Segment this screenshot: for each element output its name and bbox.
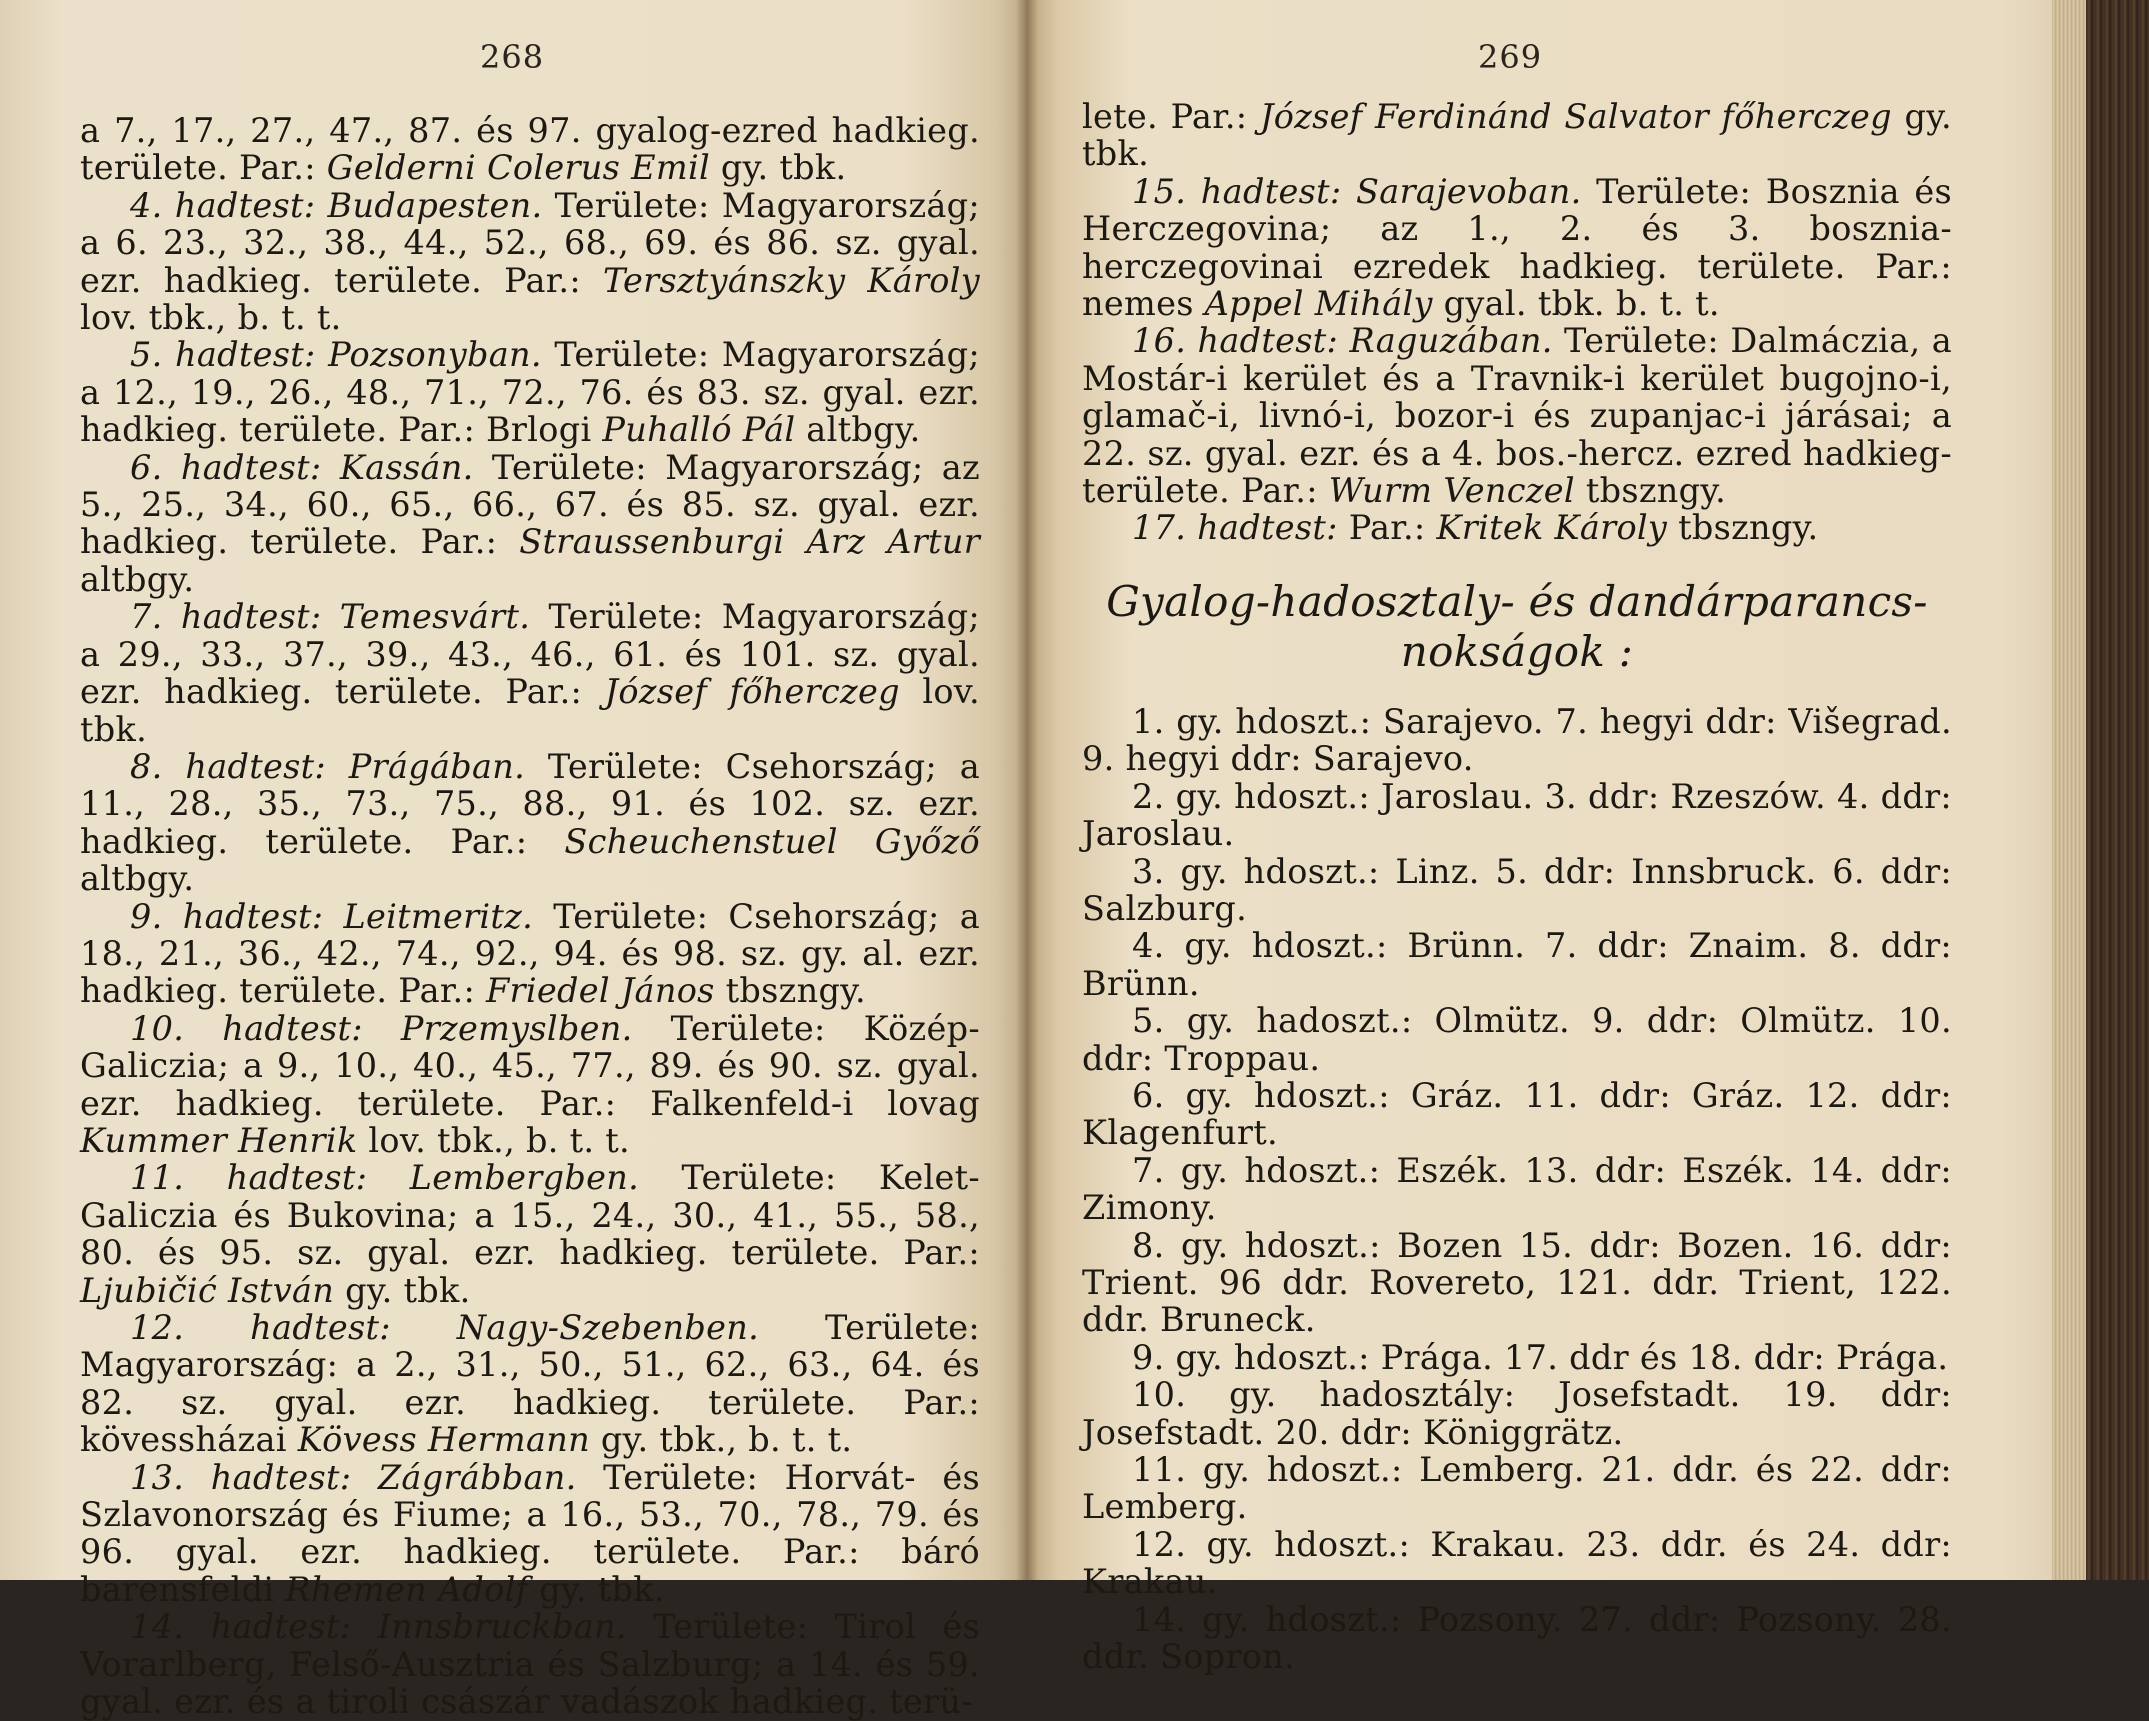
left-page: [0, 0, 1026, 1721]
right-paragraph: lete. Par.: József Ferdinánd Salvator főherczeg gy. tbk.: [1082, 97, 1952, 174]
division-entry: 14. gy. hdoszt.: Pozsony. 27. ddr: Pozsony. 28. ddr. Sopron.: [1082, 1599, 1952, 1677]
right-paragraph: 15. hadtest: Sarajevoban. Területe: Bosznia és Herczegovina; az 1., 2. és 3. bosznia-herczegovinai ezredek hadkieg. területe. Par.: nemes Appel Mihály gyal. tbk. b. t. t.: [1082, 171, 1952, 324]
italic-name: 13. hadtest: Zágrábban.: [130, 1457, 577, 1497]
division-list: [1082, 703, 1952, 1676]
left-paragraph: 5. hadtest: Pozsonyban. Területe: Magyarország; a 12., 19., 26., 48., 71., 72., 76. és 83. sz. gyal. ezr. hadkieg. területe. Par.: Brlogi Puhalló Pál altbgy.: [80, 335, 980, 450]
right-page-text: [1082, 98, 1952, 1675]
italic-name: Rhemen Adolf: [285, 1569, 529, 1609]
italic-name: 14. hadtest: Innsbruckban.: [130, 1607, 627, 1647]
division-entry: 10. gy. hadosztály: Josefstadt. 19. ddr: Josefstadt. 20. ddr: Königgrätz.: [1082, 1375, 1952, 1452]
division-entry: 3. gy. hdoszt.: Linz. 5. ddr: Innsbruck. 6. ddr: Salzburg.: [1082, 851, 1952, 928]
division-entry: 4. gy. hdoszt.: Brünn. 7. ddr: Znaim. 8. ddr: Brünn.: [1082, 926, 1952, 1003]
left-paragraph: 12. hadtest: Nagy-Szebenben. Területe: Magyarország: a 2., 31., 50., 51., 62., 63., 64. és 82. sz. gyal. ezr. hadkieg. területe. Par.: kövessházai Kövess Hermann gy. tbk., b. t. t.: [80, 1308, 980, 1460]
page-number-right: 269: [1478, 38, 1543, 76]
left-paragraph: 10. hadtest: Przemyslben. Területe: Közép-Galiczia; a 9., 10., 40., 45., 77., 89. és 90. sz. gyal. ezr. hadkieg. területe. Par.: Falkenfeld-i lovag Kummer Henrik lov. tbk., b. t. t.: [80, 1008, 980, 1160]
section-heading: [1082, 577, 1952, 677]
italic-name: József főherczeg: [604, 672, 900, 712]
italic-name: 9. hadtest: Leitmeritz.: [130, 896, 534, 936]
italic-name: Scheuchenstuel Győző: [564, 821, 980, 861]
italic-name: 16. hadtest: Raguzában.: [1132, 321, 1553, 361]
italic-name: 10. hadtest: Przemyslben.: [130, 1008, 633, 1048]
italic-name: Friedel János: [486, 971, 715, 1011]
division-entry: 7. gy. hdoszt.: Eszék. 13. ddr: Eszék. 14. ddr: Zimony.: [1082, 1150, 1952, 1228]
left-paragraph: a 7., 17., 27., 47., 87. és 97. gyalog-ezred hadkieg. területe. Par.: Gelderni Colerus Emil gy. tbk.: [80, 111, 980, 188]
italic-name: Gelderni Colerus Emil: [326, 148, 710, 188]
right-paragraph: 16. hadtest: Raguzában. Területe: Dalmáczia, a Mostár-i kerület és a Travnik-i kerület bugojno-i, glamač-i, livnó-i, bozor-i és zupanjac-i járásai; a 22. sz. gyal. ezr. és a 4. bos.-hercz. ezred hadkieg-területe. Par.: Wurm Venczel tbszngy.: [1082, 321, 1952, 511]
division-entry: 8. gy. hdoszt.: Bozen 15. ddr: Bozen. 16. ddr: Trient. 96 ddr. Rovereto, 121. ddr. Trient, 122. ddr. Bruneck.: [1082, 1225, 1952, 1340]
division-entry: 12. gy. hdoszt.: Krakau. 23. ddr. és 24. ddr: Krakau.: [1082, 1524, 1952, 1602]
italic-name: Straussenburgi Arz Artur: [519, 522, 981, 562]
division-entry: 5. gy. hadoszt.: Olmütz. 9. ddr: Olmütz. 10. ddr: Troppau.: [1082, 1001, 1952, 1078]
section-heading-line-1: Gyalog-hadosztaly- és dandárparancs-: [1106, 576, 1928, 626]
left-paragraph: 8. hadtest: Prágában. Területe: Csehország; a 11., 28., 35., 73., 75., 88., 91. és 102. sz. ezr. hadkieg. területe. Par.: Scheuchenstuel Győző altbgy.: [80, 746, 980, 899]
italic-name: 12. hadtest: Nagy-Szebenben.: [130, 1308, 760, 1347]
italic-name: Appel Mihály: [1204, 284, 1433, 324]
left-page-text: [80, 112, 980, 1720]
division-entry: 2. gy. hdoszt.: Jaroslau. 3. ddr: Rzeszów. 4. ddr: Jaroslau.: [1082, 776, 1952, 854]
italic-name: 5. hadtest: Pozsonyban.: [130, 335, 542, 375]
right-paragraph: 17. hadtest: Par.: Kritek Károly tbszngy.: [1132, 508, 1819, 548]
left-paragraph: 6. hadtest: Kassán. Területe: Magyarország; az 5., 25., 34., 60., 65., 66., 67. és 85. sz. gyal. ezr. hadkieg. területe. Par.: Straussenburgi Arz Artur altbgy.: [80, 447, 981, 599]
left-paragraph: 7. hadtest: Temesvárt. Területe: Magyarország; a 29., 33., 37., 39., 43., 46., 61. és 101. sz. gyal. ezr. hadkieg. területe. Par.: József főherczeg lov. tbk.: [80, 597, 981, 749]
italic-name: 7. hadtest: Temesvárt.: [130, 597, 531, 637]
division-entry: 9. gy. hdoszt.: Prága. 17. ddr és 18. ddr: Prága.: [1132, 1337, 1949, 1377]
left-paragraph: 14. hadtest: Innsbruckban. Területe: Tirol és Vorarlberg, Felső-Ausztria és Salzburg; a 14. és 59. gyal. ezr. és a tiroli császár vadászok hadkieg. terü-: [80, 1607, 981, 1721]
italic-name: 6. hadtest: Kassán.: [130, 447, 474, 487]
corps-entries: [1082, 98, 1952, 547]
page-edges: [2052, 0, 2088, 1580]
book-cover-edge: [2086, 0, 2149, 1580]
section-heading-line-2: nokságok :: [1400, 626, 1634, 676]
book-gutter: [1016, 0, 1038, 1580]
italic-name: Ljubičić István: [80, 1270, 335, 1310]
left-paragraph: 4. hadtest: Budapesten. Területe: Magyarország; a 6. 23., 32., 38., 44., 52., 68., 69. és 86. sz. gyal. ezr. hadkieg. területe. Par.: Tersztyánszky Károly lov. tbk., b. t. t.: [80, 185, 980, 338]
left-paragraph: 9. hadtest: Leitmeritz. Területe: Csehország; a 18., 21., 36., 42., 74., 92., 94. és 98. sz. gy. al. ezr. hadkieg. területe. Par.: Friedel János tbszngy.: [80, 896, 980, 1011]
italic-name: Tersztyánszky Károly: [603, 260, 980, 300]
italic-name: Kritek Károly: [1436, 508, 1668, 548]
italic-name: József Ferdinánd Salvator főherczeg: [1259, 97, 1892, 136]
italic-name: Wurm Venczel: [1328, 471, 1575, 511]
italic-name: Kummer Henrik: [80, 1120, 358, 1160]
page-number-left: 268: [480, 38, 545, 76]
italic-name: 4. hadtest: Budapesten.: [130, 185, 543, 225]
division-entry: 6. gy. hdoszt.: Gráz. 11. ddr: Gráz. 12. ddr: Klagenfurt.: [1082, 1075, 1952, 1153]
left-paragraph: 11. hadtest: Lembergben. Területe: Kelet-Galiczia és Bukovina; a 15., 24., 30., 41., 55., 58., 80. és 95. sz. gyal. ezr. hadkieg. területe. Par.: Ljubičić István gy. tbk.: [80, 1158, 980, 1310]
italic-name: Kövess Hermann: [297, 1420, 590, 1460]
left-paragraph: 13. hadtest: Zágrábban. Területe: Horvát- és Szlavonország és Fiume; a 16., 53., 70., 78., 79. és 96. gyal. ezr. hadkieg. területe. Par.: báró barensfeldi Rhemen Adolf gy. tbk.: [80, 1457, 980, 1609]
right-page: [1026, 0, 2086, 1677]
italic-name: 11. hadtest: Lembergben.: [130, 1158, 640, 1198]
italic-name: 15. hadtest: Sarajevoban.: [1132, 171, 1582, 211]
division-entry: 11. gy. hdoszt.: Lemberg. 21. ddr. és 22. ddr: Lemberg.: [1082, 1450, 1952, 1527]
italic-name: 8. hadtest: Prágában.: [130, 746, 526, 786]
division-entry: 1. gy. hdoszt.: Sarajevo. 7. hegyi ddr: Višegrad. 9. hegyi ddr: Sarajevo.: [1082, 701, 1952, 779]
italic-name: 17. hadtest:: [1132, 508, 1338, 548]
italic-name: Puhalló Pál: [602, 410, 796, 450]
